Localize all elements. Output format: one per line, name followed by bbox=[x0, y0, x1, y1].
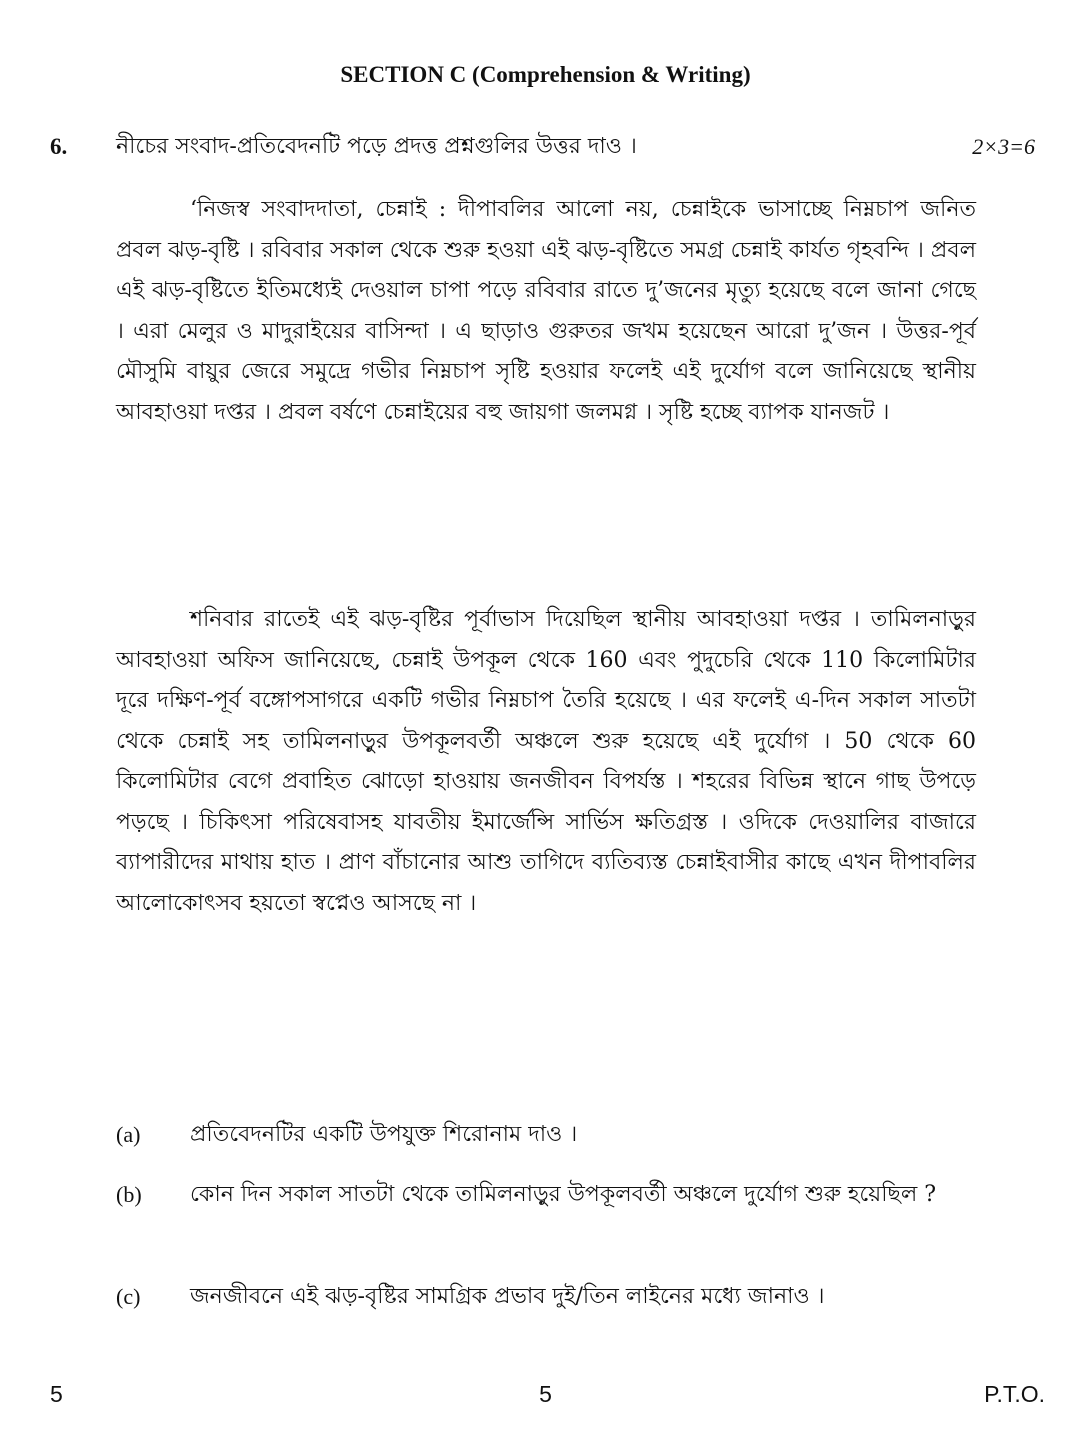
subquestion-text: প্রতিবেদনটির একটি উপযুক্ত শিরোনাম দাও । bbox=[190, 1122, 578, 1147]
subquestion-text: জনজীবনে এই ঝড়-বৃষ্টির সামগ্রিক প্রভাব দুই/তিন লাইনের মধ্যে জানাও । bbox=[190, 1284, 825, 1309]
footer-pto: P.T.O. bbox=[984, 1381, 1045, 1407]
footer-page-code: 5 bbox=[50, 1381, 63, 1407]
section-title: SECTION C (Comprehension & Writing) bbox=[340, 62, 751, 87]
subquestion-label: (b) bbox=[116, 1182, 142, 1207]
question-instruction: নীচের সংবাদ-প্রতিবেদনটি পড়ে প্রদত্ত প্রশ্নগুলির উত্তর দাও । bbox=[116, 134, 637, 159]
subquestion-text: কোন দিন সকাল সাতটা থেকে তামিলনাড়ুর উপকূলবর্তী অঞ্চলে দুর্যোগ শুরু হয়েছিল ? bbox=[190, 1182, 937, 1207]
question-marks: 2×3=6 bbox=[972, 134, 1035, 159]
footer-page-number: 5 bbox=[539, 1381, 552, 1407]
subquestion-label: (a) bbox=[116, 1122, 141, 1147]
passage-paragraph-2: শনিবার রাতেই এই ঝড়-বৃষ্টির পূর্বাভাস দিয়েছিল স্থানীয় আবহাওয়া দপ্তর । তামিলনাড়ুর আবহাওয়া অফিস জানিয়েছে, চেন্নাই উপকূল থেকে 160 এবং পুদুচেরি থেকে 110 কিলোমিটার দূরে দক্ষিণ-পূর্ব বঙ্গোপসাগরে একটি গভীর নিম্নচাপ তৈরি হয়েছে । এর ফলেই এ-দিন সকাল সাতটা থেকে চেন্নাই সহ তামিলনাড়ুর উপকূলবর্তী অঞ্চলে শুরু হয়েছে এই দুর্যোগ । 50 থেকে 60 কিলোমিটার বেগে প্রবাহিত ঝোড়ো হাওয়ায় জনজীবন বিপর্যস্ত । শহরের বিভিন্ন স্থানে গাছ উপড়ে পড়ছে । চিকিৎসা পরিষেবাসহ যাবতীয় ইমার্জেন্সি সার্ভিস ক্ষতিগ্রস্ত । ওদিকে দেওয়ালির বাজারে ব্যাপারীদের মাথায় হাত । প্রাণ বাঁচানোর আশু তাগিদে ব্যতিব্যস্ত চেন্নাইবাসীর কাছে এখন দীপাবলির আলোকোৎসব হয়তো স্বপ্নেও আসছে না । bbox=[116, 607, 976, 916]
subquestion-label: (c) bbox=[116, 1284, 141, 1309]
question-number: 6. bbox=[50, 134, 68, 159]
passage-paragraph-1: ‘নিজস্ব সংবাদদাতা, চেন্নাই : দীপাবলির আলো নয়, চেন্নাইকে ভাসাচ্ছে নিম্নচাপ জনিত প্রবল ঝড়-বৃষ্টি । রবিবার সকাল থেকে শুরু হওয়া এই ঝড়-বৃষ্টিতে সমগ্র চেন্নাই কার্যত গৃহবন্দি । প্রবল এই ঝড়-বৃষ্টিতে ইতিমধ্যেই দেওয়াল চাপা পড়ে রবিবার রাতে দু’জনের মৃত্যু হয়েছে বলে জানা গেছে । এরা মেলুর ও মাদুরাইয়ের বাসিন্দা । এ ছাড়াও গুরুতর জখম হয়েছেন আরো দু’জন । উত্তর-পূর্ব মৌসুমি বায়ুর জেরে সমুদ্রে গভীর নিম্নচাপ সৃষ্টি হওয়ার ফলেই এই দুর্যোগ বলে জানিয়েছে স্থানীয় আবহাওয়া দপ্তর । প্রবল বর্ষণে চেন্নাইয়ের বহু জায়গা জলমগ্ন । সৃষ্টি হচ্ছে ব্যাপক যানজট । bbox=[116, 197, 976, 425]
